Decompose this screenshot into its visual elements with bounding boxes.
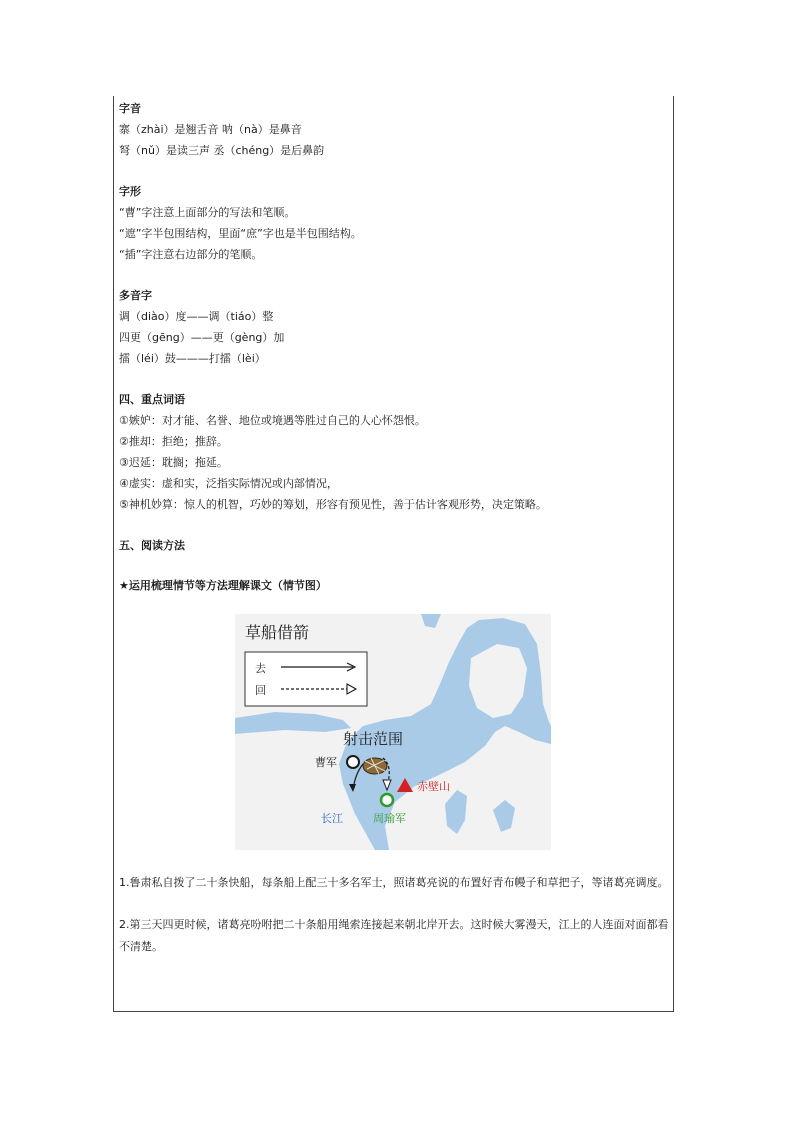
zhou-army-marker [381,794,393,806]
cao-army-marker [347,756,359,768]
polyphone-line-2: 四更（gēng）——更（gèng）加 [119,331,285,344]
polyphone-line-3: 擂（léi）鼓———打擂（lèi） [119,352,266,365]
section-title-reading: 五、阅读方法 [119,539,185,552]
section-title-pronunciation: 字音 [119,102,141,115]
vocab-line-5: ⑤神机妙算：惊人的机智，巧妙的筹划，形容有预见性，善于估计客观形势，决定策略。 [119,498,547,511]
polyphone-line-1: 调（diào）度——调（tiáo）整 [119,310,274,323]
pronunciation-line-1: 寨（zhài）是翘舌音 呐（nà）是鼻音 [119,123,302,136]
cao-army-label: 曹军 [315,756,337,769]
section-title-polyphone: 多音字 [119,289,152,302]
river-label: 长江 [321,812,343,825]
form-line-3: “插”字注意右边部分的笔顺。 [119,248,263,261]
vocab-line-1: ①嫉妒：对才能、名誉、地位或境遇等胜过自己的人心怀怨恨。 [119,414,426,427]
section-title-form: 字形 [119,185,141,198]
zhou-army-label: 周瑜军 [373,812,406,825]
form-line-1: “曹”字注意上面部分的写法和笔顺。 [119,206,296,219]
plot-diagram [235,614,551,850]
pronunciation-line-2: 弩（nǔ）是读三声 丞（chéng）是后鼻韵 [119,144,325,157]
legend-go-label: 去 [255,662,266,675]
mountain-label: 赤壁山 [417,780,450,793]
section-title-vocab: 四、重点词语 [119,393,185,406]
paragraph-2: 2.第三天四更时候，诸葛亮吩咐把二十条船用绳索连接起来朝北岸开去。这时候大雾漫天，江上的人连面对面都看不清楚。 [119,918,669,953]
vocab-line-4: ④虚实：虚和实，泛指实际情况或内部情况， [119,477,338,490]
range-label: 射击范围 [343,730,404,748]
legend-back-label: 回 [255,684,266,697]
vocab-line-2: ②推却：拒绝；推辞。 [119,435,228,448]
paragraph-1: 1.鲁肃私自拨了二十条快船，每条船上配三十多名军士，照诸葛亮说的布置好青布幔子和草把子，等诸葛亮调度。 [119,876,669,889]
document-content [119,98,669,958]
form-line-2: “遮”字半包围结构，里面“庶”字也是半包围结构。 [119,227,362,240]
legend-box [245,652,367,706]
figure-title: 草船借箭 [245,623,310,642]
arrow-volley-icon [363,758,387,774]
reading-subtitle: ★运用梳理情节等方法理解课文（情节图） [119,579,327,592]
vocab-line-3: ③迟延：耽搁；拖延。 [119,456,228,469]
